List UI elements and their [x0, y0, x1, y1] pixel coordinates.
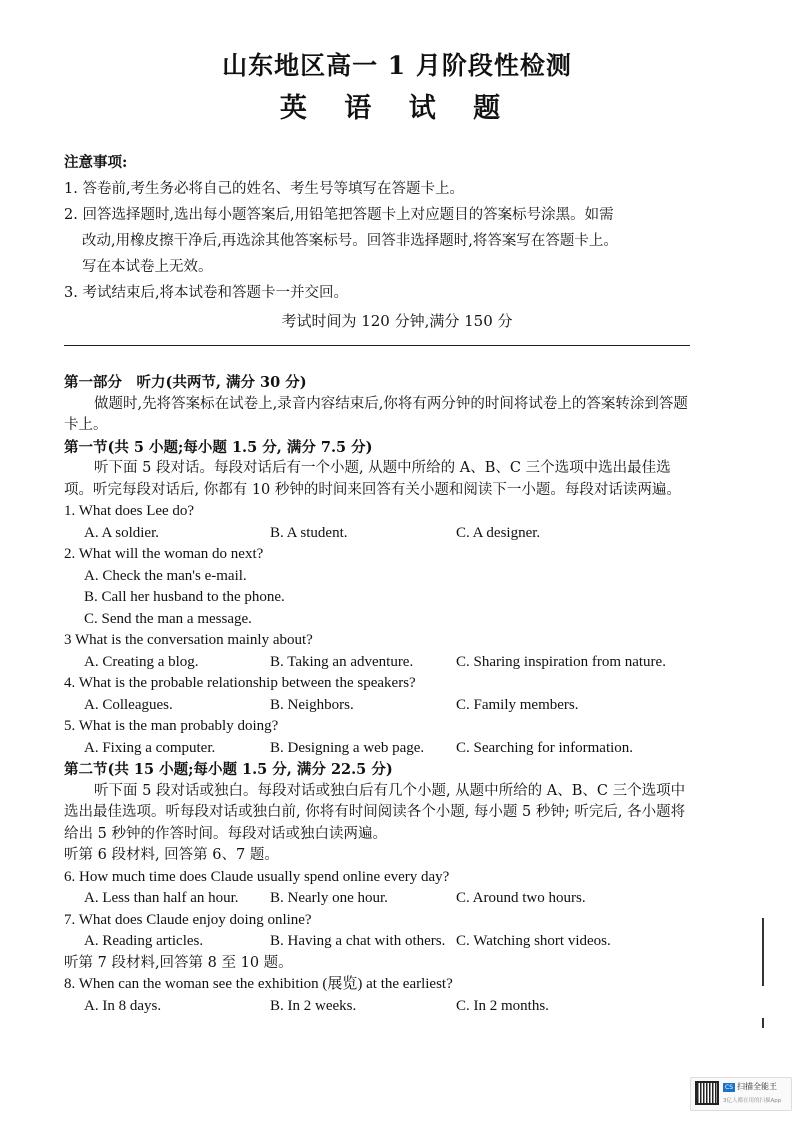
option-b: B. Neighbors. — [270, 696, 354, 713]
option-c: C. Sharing inspiration from nature. — [456, 653, 666, 670]
option-b: B. A student. — [270, 524, 348, 541]
option-b: B. Nearly one hour. — [270, 890, 388, 906]
option-b: B. Designing a web page. — [270, 739, 425, 756]
option-c: C. In 2 months. — [456, 997, 549, 1014]
option-a: A. Reading articles. — [84, 933, 204, 949]
part1-intro: 做题时,先将答案标在试卷上,录音内容结束后,你将有两分钟的时间将试卷上的答案转涂到答题卡上。 — [64, 395, 688, 433]
notice-item: 写在本试卷上无效。 — [82, 259, 213, 275]
option-c: C. Watching short videos. — [456, 933, 611, 949]
option-c: C. A designer. — [456, 524, 541, 541]
option-a: A. Check the man's e-mail. — [84, 567, 247, 584]
options-row — [64, 931, 694, 953]
question-stem: 4. What is the probable relationship between the speakers? — [64, 675, 416, 691]
option-a: A. Less than half an hour. — [84, 890, 239, 906]
notice-block — [64, 150, 704, 306]
notice-item: 3. 考试结束后,将本试卷和答题卡一并交回。 — [64, 285, 349, 301]
section2-intro: 听下面 5 段对话或独白。每段对话或独白后有几个小题, 从题中所给的 A、B、C 三个选项中选出最佳选项。听每段对话或独白前, 你将有时间阅读各个小题, 每小题 5 秒钟; 听完后, 各小题将给出 5 秒钟的作答时间。每段对话或独白读两遍。 — [64, 782, 686, 842]
option-a: A. A soldier. — [84, 524, 160, 541]
option-a: A. Colleagues. — [84, 696, 173, 713]
time-info: 考试时间为 120 分钟,满分 150 分 — [281, 312, 513, 330]
question-stem: 5. What is the man probably doing? — [64, 718, 279, 734]
scanner-logo-icon: CS — [725, 1084, 733, 1091]
option-b: B. In 2 weeks. — [270, 997, 357, 1014]
question-stem: 7. What does Claude enjoy doing online? — [64, 911, 312, 928]
exam-title: 山东地区高一 1 月阶段性检测 — [222, 51, 572, 80]
notice-item: 改动,用橡皮擦干净后,再选涂其他答案标号。回答非选择题时,将答案写在答题卡上。 — [82, 233, 618, 249]
notice-heading: 注意事项: — [64, 154, 128, 171]
question-stem: 1. What does Lee do? — [64, 503, 195, 519]
options-row — [64, 523, 694, 545]
options-row — [64, 738, 694, 760]
option-b: B. Having a chat with others. — [270, 933, 446, 949]
notice-item: 1. 答卷前,考生务必将自己的姓名、考生号等填写在答题卡上。 — [64, 181, 465, 197]
material-instruction: 听第 6 段材料, 回答第 6、7 题。 — [64, 847, 279, 863]
watermark-title: 扫描全能王 — [737, 1082, 777, 1091]
option-c: C. Searching for information. — [456, 739, 634, 756]
question-stem: 3 What is the conversation mainly about? — [64, 632, 313, 648]
watermark-subtitle: 3亿人都在用的扫描App — [723, 1098, 782, 1104]
part1-heading: 第一部分 听力(共两节, 满分 30 分) — [64, 374, 307, 391]
option-a: A. Fixing a computer. — [84, 739, 216, 756]
qr-code-icon — [695, 1081, 719, 1105]
material-instruction: 听第 7 段材料,回答第 8 至 10 题。 — [64, 954, 293, 971]
divider — [64, 345, 690, 346]
option-b: B. Call her husband to the phone. — [84, 589, 285, 605]
part1-block — [64, 372, 694, 1017]
options-row — [64, 652, 694, 674]
option-a: A. Creating a blog. — [84, 653, 199, 670]
option-c: C. Family members. — [456, 696, 579, 713]
scanner-watermark — [690, 1077, 792, 1111]
question-stem: 8. When can the woman see the exhibition (展览) at the earliest? — [64, 976, 453, 992]
question-stem: 2. What will the woman do next? — [64, 546, 264, 562]
scan-artifact — [762, 918, 764, 986]
option-a: A. In 8 days. — [84, 997, 162, 1014]
options-row — [64, 695, 694, 717]
exam-subject: 英 语 试 题 — [279, 93, 515, 124]
section1-heading: 第一节(共 5 小题;每小题 1.5 分, 满分 7.5 分) — [64, 438, 373, 456]
option-c: C. Around two hours. — [456, 890, 586, 906]
section1-intro: 听下面 5 段对话。每段对话后有一个小题, 从题中所给的 A、B、C 三个选项中选出最佳选项。听完每段对话后, 你都有 10 秒钟的时间来回答有关小题和阅读下一小题。每段对话读两遍。 — [64, 460, 681, 498]
option-b: B. Taking an adventure. — [270, 653, 414, 670]
notice-item: 2. 回答选择题时,选出每小题答案后,用铅笔把答题卡上对应题目的答案标号涂黑。如需 — [64, 207, 614, 223]
option-c: C. Send the man a message. — [84, 610, 252, 627]
scan-artifact — [762, 1018, 764, 1028]
options-row — [64, 996, 694, 1018]
options-row — [64, 888, 694, 910]
question-stem: 6. How much time does Claude usually spend online every day? — [64, 868, 450, 885]
section2-heading: 第二节(共 15 小题;每小题 1.5 分, 满分 22.5 分) — [64, 761, 393, 778]
